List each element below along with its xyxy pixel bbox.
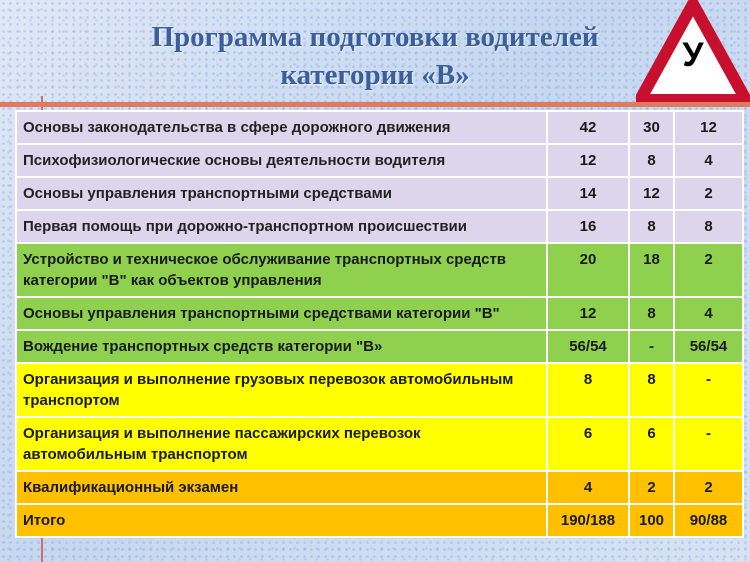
hours-theory-cell: 6 xyxy=(629,417,674,471)
hours-theory-cell: 8 xyxy=(629,144,674,177)
table-row xyxy=(16,504,743,537)
sign-letter: У xyxy=(682,36,704,74)
hours-theory-cell: 2 xyxy=(629,471,674,504)
hours-total-cell: 16 xyxy=(547,210,629,243)
hours-theory-cell: 8 xyxy=(629,363,674,417)
hours-practice-cell: 2 xyxy=(674,177,743,210)
subject-name-cell: Психофизиологические основы деятельности водителя xyxy=(16,144,547,177)
learner-driver-sign-icon xyxy=(636,0,750,104)
hours-total-cell: 6 xyxy=(547,417,629,471)
hours-practice-cell: 12 xyxy=(674,111,743,144)
title-line-2: категории «В» xyxy=(280,59,470,91)
subject-name-cell: Организация и выполнение пассажирских перевозок автомобильным транспортом xyxy=(16,417,547,471)
subject-name-cell: Итого xyxy=(16,504,547,537)
hours-total-cell: 12 xyxy=(547,144,629,177)
hours-total-cell: 20 xyxy=(547,243,629,297)
hours-practice-cell: 8 xyxy=(674,210,743,243)
hours-total-cell: 42 xyxy=(547,111,629,144)
hours-total-cell: 56/54 xyxy=(547,330,629,363)
hours-theory-cell: 100 xyxy=(629,504,674,537)
hours-theory-cell: 8 xyxy=(629,210,674,243)
hours-practice-cell: 4 xyxy=(674,297,743,330)
hours-theory-cell: 30 xyxy=(629,111,674,144)
hours-theory-cell: 18 xyxy=(629,243,674,297)
hours-practice-cell: 90/88 xyxy=(674,504,743,537)
hours-total-cell: 8 xyxy=(547,363,629,417)
hours-practice-cell: - xyxy=(674,417,743,471)
hours-theory-cell: - xyxy=(629,330,674,363)
slide-title xyxy=(95,18,655,94)
hours-total-cell: 14 xyxy=(547,177,629,210)
table-row xyxy=(16,111,743,144)
hours-practice-cell: 56/54 xyxy=(674,330,743,363)
hours-total-cell: 4 xyxy=(547,471,629,504)
training-program-table xyxy=(15,110,744,538)
hours-practice-cell: 2 xyxy=(674,243,743,297)
table-row xyxy=(16,177,743,210)
table-row xyxy=(16,417,743,471)
hours-theory-cell: 8 xyxy=(629,297,674,330)
table-row xyxy=(16,144,743,177)
table-row xyxy=(16,363,743,417)
subject-name-cell: Основы управления транспортными средствами категории "В" xyxy=(16,297,547,330)
subject-name-cell: Основы законодательства в сфере дорожного движения xyxy=(16,111,547,144)
hours-total-cell: 12 xyxy=(547,297,629,330)
table-row xyxy=(16,243,743,297)
subject-name-cell: Первая помощь при дорожно-транспортном происшествии xyxy=(16,210,547,243)
table-row xyxy=(16,210,743,243)
title-line-1: Программа подготовки водителей xyxy=(151,21,599,53)
hours-practice-cell: 4 xyxy=(674,144,743,177)
decorative-accent-line xyxy=(0,102,750,107)
subject-name-cell: Устройство и техническое обслуживание транспортных средств категории "В" как объектов управления xyxy=(16,243,547,297)
table-row xyxy=(16,471,743,504)
hours-theory-cell: 12 xyxy=(629,177,674,210)
hours-practice-cell: - xyxy=(674,363,743,417)
hours-total-cell: 190/188 xyxy=(547,504,629,537)
hours-practice-cell: 2 xyxy=(674,471,743,504)
subject-name-cell: Квалификационный экзамен xyxy=(16,471,547,504)
table-body xyxy=(16,111,743,537)
subject-name-cell: Основы управления транспортными средствами xyxy=(16,177,547,210)
table-row xyxy=(16,297,743,330)
subject-name-cell: Организация и выполнение грузовых перевозок автомобильным транспортом xyxy=(16,363,547,417)
table-row xyxy=(16,330,743,363)
subject-name-cell: Вождение транспортных средств категории "В» xyxy=(16,330,547,363)
